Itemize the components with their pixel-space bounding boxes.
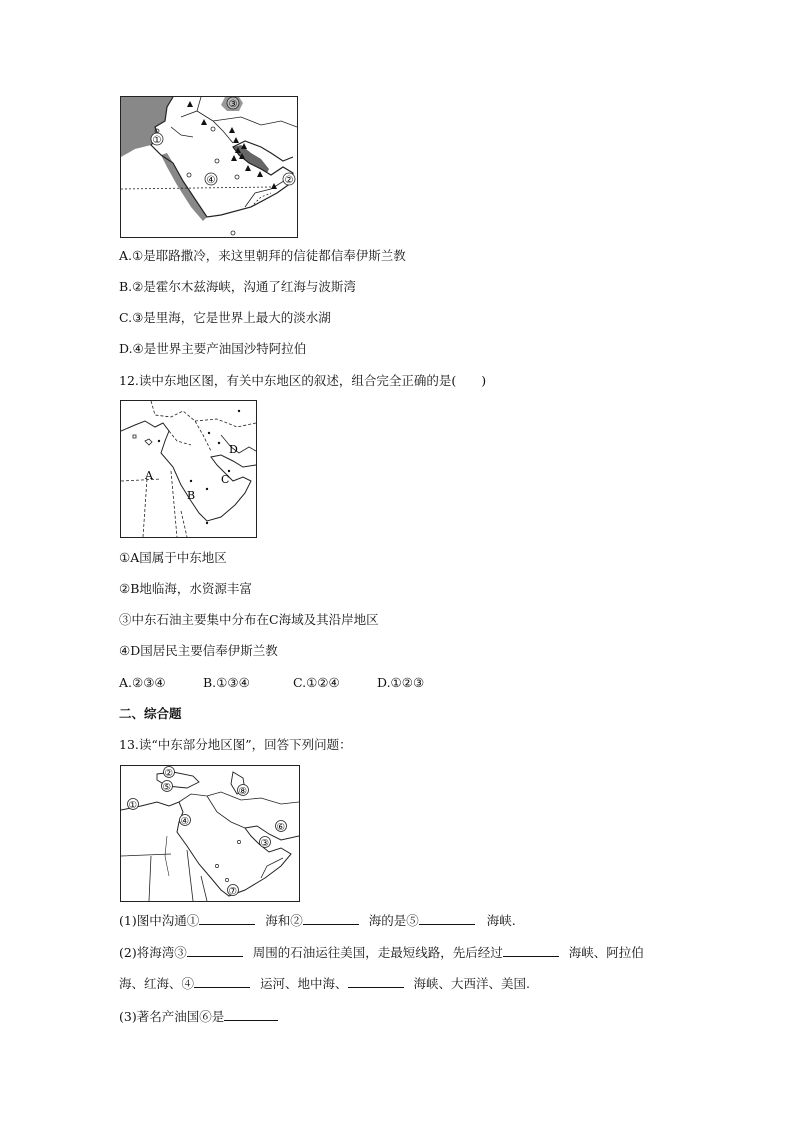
q13-p1-c: 海的是⑤	[368, 913, 419, 928]
q13-blank-4[interactable]	[187, 944, 243, 957]
q13-label-7: ⑦	[228, 886, 238, 897]
mediterranean-sea	[121, 97, 173, 157]
q13-p2	[119, 944, 644, 962]
q13-p2b-c: 海峡、大西洋、美国.	[413, 976, 531, 991]
q13-p1-b: 海和②	[265, 913, 303, 928]
q13-p3-a: (3)著名产油国⑥是	[119, 1009, 225, 1024]
q12-label-c: C	[221, 473, 230, 486]
q12-city-dots	[158, 410, 240, 524]
q11-option-a: A.①是耶路撒冷，来这里朝拜的信徒都信奉伊斯兰教	[119, 248, 406, 263]
q11-label-3: ③	[228, 99, 238, 110]
q12-lakes	[133, 435, 152, 445]
q11-option-b: B.②是霍尔木兹海峡，沟通了红海与波斯湾	[119, 279, 356, 294]
q11-label-2: ②	[284, 175, 294, 186]
q13-label-4: ④	[180, 816, 190, 827]
q13-p2-c: 海峡、阿拉伯	[568, 945, 644, 960]
q12-label-d: D	[229, 443, 238, 456]
q13-p2-b: 周围的石油运往美国，走最短线路，先后经过	[252, 945, 503, 960]
q13-coast	[121, 802, 299, 896]
q13-blank-1[interactable]	[199, 912, 255, 925]
section-title: 二、综合题	[119, 706, 182, 721]
q11-map	[120, 96, 298, 238]
q13-p2-a: (2)将海湾③	[119, 945, 187, 960]
red-sea	[161, 153, 207, 221]
q13-p1	[119, 912, 516, 930]
q12-label-a: A	[145, 469, 153, 482]
q11-option-d: D.④是世界主要产油国沙特阿拉伯	[119, 341, 307, 356]
q11-label-1: ①	[152, 135, 162, 146]
q13-p2b	[119, 975, 530, 993]
q13-blank-8[interactable]	[224, 1008, 278, 1021]
q11-option-c: C.③是里海，它是世界上最大的淡水湖	[119, 310, 331, 325]
coast-line	[151, 97, 293, 217]
q12-choice-a: A.②③④	[119, 675, 166, 690]
oil-symbols	[187, 101, 277, 189]
q12-statement-1: ①A国属于中东地区	[119, 550, 227, 565]
q13-p2b-b: 运河、地中海、	[260, 976, 348, 991]
q12-iran-border	[221, 435, 256, 453]
q13-blank-6[interactable]	[194, 975, 250, 988]
q12-choice-d: D.①②③	[377, 675, 425, 690]
q12-choices	[119, 674, 424, 692]
q12-coast	[121, 421, 256, 521]
q13-blank-2[interactable]	[303, 912, 359, 925]
q11-map-svg	[121, 97, 297, 237]
q13-map	[120, 765, 300, 902]
q12-statement-3: ③中东石油主要集中分布在C海域及其沿岸地区	[119, 612, 379, 627]
q12-choice-b: B.①③④	[203, 675, 250, 690]
q13-map-svg	[121, 766, 299, 901]
q13-label-8: ⑧	[238, 786, 248, 797]
q13-label-3: ③	[260, 838, 270, 849]
q13-question: 13.读“中东部分地区图”，回答下列问题：	[119, 737, 352, 752]
q13-p1-a: (1)图中沟通①	[119, 913, 200, 928]
q12-choice-c: C.①②④	[293, 675, 340, 690]
q12-question: 12.读中东地区图，有关中东地区的叙述，组合完全正确的是( )	[119, 373, 487, 388]
q12-statement-2: ②B地临海，水资源丰富	[119, 581, 252, 596]
q12-statement-4: ④D国居民主要信奉伊斯兰教	[119, 643, 278, 658]
q12-map-svg	[121, 401, 256, 537]
q12-label-b: B	[187, 489, 196, 502]
q13-label-1: ①	[128, 800, 138, 811]
q13-p1-d: 海峡.	[486, 913, 516, 928]
city-dots	[152, 127, 239, 235]
q13-blank-5[interactable]	[503, 944, 559, 957]
q13-label-6: ⑥	[276, 822, 286, 833]
q13-p3	[119, 1008, 278, 1026]
q12-borders	[121, 401, 256, 537]
q13-blank-3[interactable]	[419, 912, 475, 925]
q12-map	[120, 400, 257, 538]
q13-labels	[128, 767, 287, 898]
q13-blank-7[interactable]	[348, 975, 404, 988]
q13-borders	[121, 792, 299, 901]
q13-nile	[165, 836, 169, 876]
q11-label-4: ④	[206, 175, 216, 186]
q13-label-5: ⑤	[162, 782, 172, 793]
q13-city-dots	[215, 840, 240, 881]
q13-p2b-a: 海、红海、④	[119, 976, 195, 991]
q13-label-2: ②	[164, 768, 174, 779]
